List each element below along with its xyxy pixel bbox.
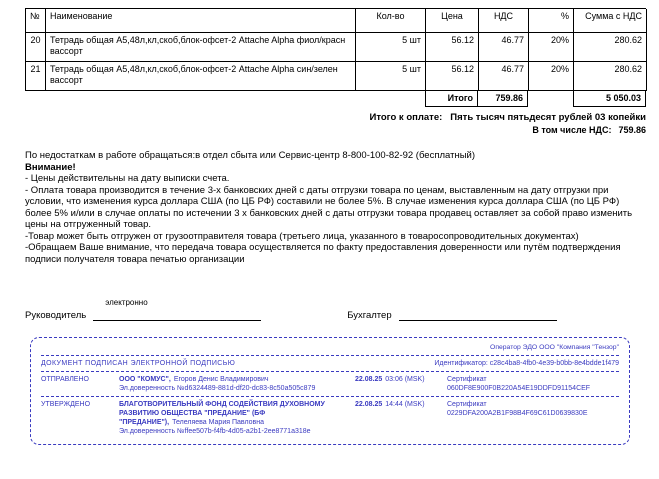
cell-name: Тетрадь общая А5,48л,кл,скоб,блок-офсет-2 Attache Alpha фиол/красн вассорт: [46, 33, 356, 62]
stamp-header: [41, 359, 619, 368]
e-signature-stamp: [30, 337, 630, 445]
entry-poa: Эл.доверенность №ffee507b-f4fb-4d05-a2b1-2ee8771a318e: [119, 428, 311, 435]
entry-person: Егоров Денис Владимирович: [173, 376, 269, 383]
director-signature-line: [93, 298, 261, 321]
summary-spacer: [528, 91, 573, 107]
entry-org-block: [119, 375, 349, 393]
signature-section: [25, 298, 646, 321]
amount-due-line: [25, 112, 646, 123]
cell-total: 280.62: [574, 33, 647, 62]
table-row: [26, 33, 646, 62]
cell-price: 56.12: [426, 62, 479, 91]
stamp-divider: [41, 396, 619, 397]
terms-paragraph: - Оплата товара производится в течение 3-х банковских дней с даты отгрузки товара по ценам, выставленным на дату отгрузки при условии, что изменения курса доллара США (по ЦБ РФ) составили не более 5%. В случае изменения курса доллара США (по ЦБ РФ) более 5% и/или в случае оплаты по истечении 3 х банковских дней с даты отгрузки товара продавец оставляет за собой право изменить цены на отгруженный товар.: [25, 184, 633, 230]
terms-paragraph: По недостаткам в работе обращаться:в отдел сбыта или Сервис-центр 8-800-100-82-92 (бесплатный): [25, 150, 475, 161]
amount-due-value: Пять тысяч пятьдесят рублей 03 копейки: [450, 112, 646, 123]
stamp-entry-sent: [41, 375, 619, 393]
cell-vat: 46.77: [479, 33, 529, 62]
edo-operator: Оператор ЭДО ООО "Компания "Тензор": [490, 344, 619, 351]
summary-vat-total: 759.86: [478, 91, 528, 107]
terms-text: [25, 150, 646, 265]
amount-due-label: Итого к оплате:: [369, 112, 443, 123]
header-percent: %: [529, 9, 574, 33]
entry-datetime: [355, 400, 441, 409]
header-qty: Кол-во: [356, 9, 426, 33]
entry-date: 22.08.25: [355, 401, 383, 408]
header-name: Наименование: [46, 9, 356, 33]
header-vat: НДС: [479, 9, 529, 33]
cell-percent: 20%: [529, 33, 574, 62]
items-table: [25, 8, 646, 91]
summary-grand-total: 5 050.03: [573, 91, 646, 107]
table-summary-row: [25, 91, 646, 107]
entry-org: ООО "КОМУС",: [119, 376, 171, 383]
entry-org: БЛАГОТВОРИТЕЛЬНЫЙ ФОНД СОДЕЙСТВИЯ ДУХОВНОМУ РАЗВИТИЮ ОБЩЕСТВА "ПРЕДАНИЕ" (БФ "ПРЕДАНИЕ"),: [119, 401, 325, 426]
entry-certificate: Сертификат 060DF8E900F0B220A54E19DDFD91154CEF: [447, 376, 591, 392]
terms-paragraph: -Обращаем Ваше внимание, что передача товара осуществляется по факту предоставления доверенности или путём подтверждения подписи получателя товара печатью организации: [25, 242, 621, 265]
table-row: [26, 62, 646, 91]
cell-qty: 5 шт: [356, 62, 426, 91]
cell-name: Тетрадь общая А5,48л,кл,скоб,блок-офсет-2 Attache Alpha син/зелен вассорт: [46, 62, 356, 91]
entry-person: Телеляева Мария Павловна: [172, 419, 264, 426]
entry-datetime: [355, 375, 441, 384]
cell-price: 56.12: [426, 33, 479, 62]
stamp-entry-approved: [41, 400, 619, 436]
summary-spacer: [25, 91, 425, 107]
vat-included-value: 759.86: [618, 125, 646, 135]
cell-total: 280.62: [574, 62, 647, 91]
cell-number: 21: [26, 62, 46, 91]
accountant-label: Бухгалтер: [347, 310, 392, 321]
terms-paragraph: Внимание!: [25, 161, 76, 173]
vat-included-line: [25, 125, 646, 135]
terms-paragraph: -Товар может быть отгружен от грузоотправителя товара (третьего лица, указанного в товаросопроводительных документах): [25, 230, 579, 242]
electronic-note: электронно: [105, 298, 148, 307]
entry-date: 22.08.25: [355, 376, 383, 383]
entry-time: 14:44 (MSK): [385, 401, 425, 408]
director-label: Руководитель: [25, 310, 87, 321]
entry-status: ОТПРАВЛЕНО: [41, 376, 89, 383]
cell-vat: 46.77: [479, 62, 529, 91]
stamp-divider: [41, 355, 619, 356]
header-number: №: [26, 9, 46, 33]
vat-included-label: В том числе НДС:: [532, 125, 612, 135]
cell-percent: 20%: [529, 62, 574, 91]
cell-qty: 5 шт: [356, 33, 426, 62]
entry-status: УТВЕРЖДЕНО: [41, 401, 91, 408]
stamp-divider: [41, 371, 619, 372]
accountant-signature-line: [399, 309, 557, 321]
stamp-identifier: Идентификатор: c28c4ba8-4fb0-4e39-b0bb-8e4bdde1f479: [434, 360, 619, 367]
header-total: Сумма с НДС: [574, 9, 647, 33]
entry-time: 03:06 (MSK): [385, 376, 425, 383]
entry-certificate: Сертификат 0229DFA200A2B1F98B4F69C61D0639830E: [447, 401, 588, 417]
entry-poa: Эл.доверенность №d6324489-881d-df20-dc83-8c50a505c879: [119, 385, 316, 392]
table-header-row: [26, 9, 646, 33]
summary-label: Итого: [425, 91, 478, 107]
stamp-title: ДОКУМЕНТ ПОДПИСАН ЭЛЕКТРОННОЙ ПОДПИСЬЮ: [41, 360, 236, 367]
terms-paragraph: - Цены действительны на дату выписки счета.: [25, 173, 230, 184]
header-price: Цена: [426, 9, 479, 33]
entry-org-block: [119, 400, 349, 436]
cell-number: 20: [26, 33, 46, 62]
